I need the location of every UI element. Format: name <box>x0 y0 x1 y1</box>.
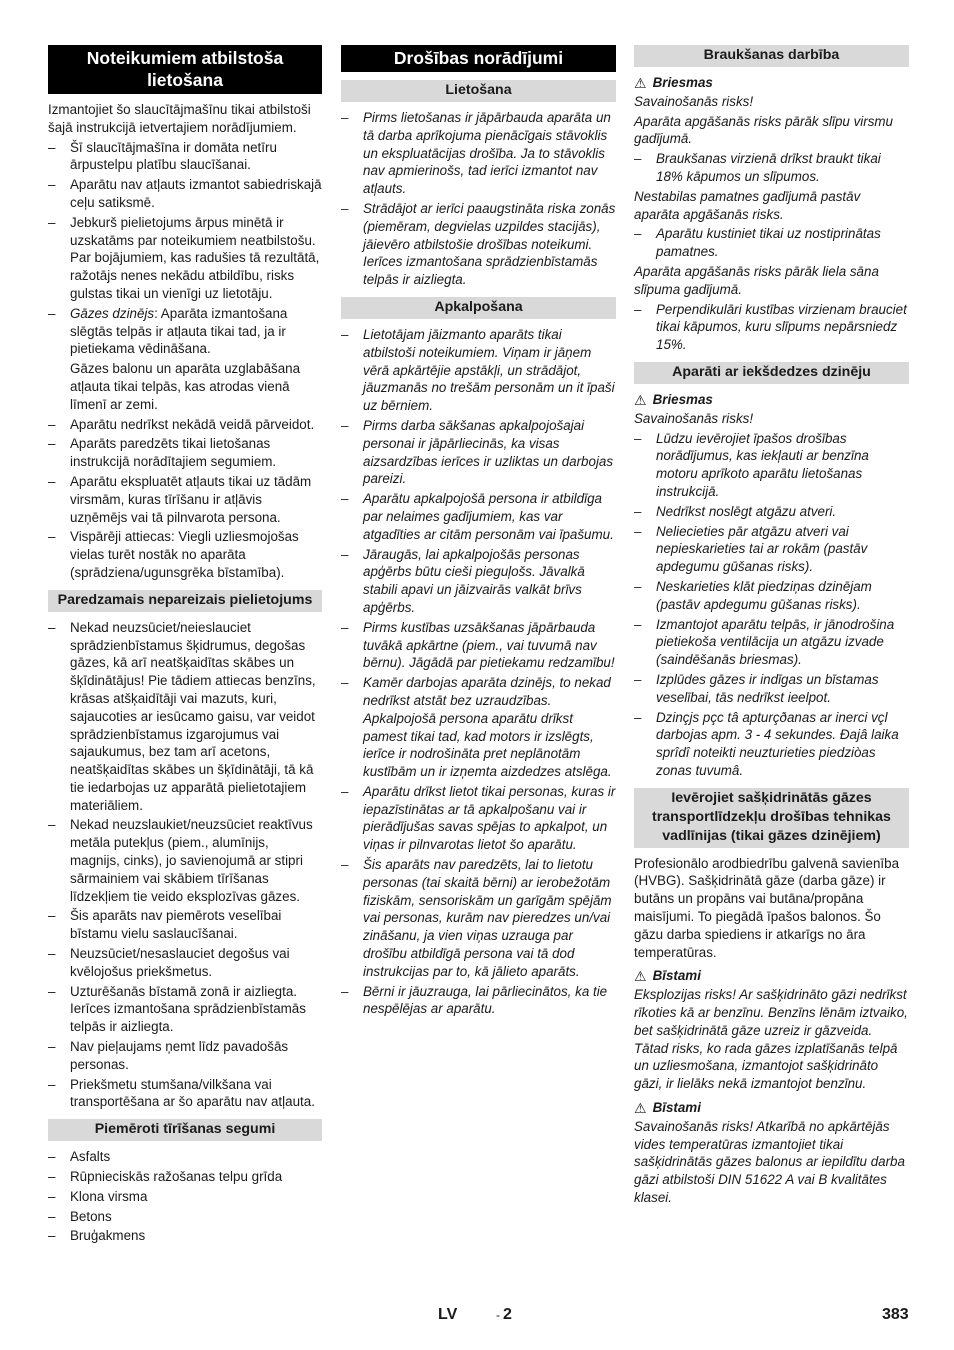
footer-dash: - <box>496 1308 500 1322</box>
list-item: – Aparātu ekspluatēt atļauts tikai uz tādām virsmām, kuras tīrīšanu ir atļāvis uzņēmējs vai tā pilnvarota persona. <box>48 473 322 526</box>
list-item: – Aparātu nedrīkst nekādā veidā pārveidot. <box>48 416 322 434</box>
list-item: – Aparātu nav atļauts izmantot sabiedriskajā ceļu satiksmē. <box>48 176 322 212</box>
footer-section-page <box>496 1306 512 1324</box>
danger-label: Bīstami <box>652 1100 701 1116</box>
list-item: – Priekšmetu stumšana/vilkšana vai transportēšana ar šo aparātu nav atļauta. <box>48 1076 322 1112</box>
use-list <box>341 109 616 289</box>
list-item: – Rūpnieciskās ražošanas telpu grīda <box>48 1168 322 1186</box>
danger-label: Bīstami <box>652 968 701 984</box>
intended-use-list <box>48 139 322 359</box>
warning-triangle-icon: ⚠ <box>634 391 647 408</box>
list-item: – Šis aparāts nav piemērots veselībai bīstamu vielu saslaucīšanai. <box>48 907 322 943</box>
list-item: – Izplūdes gāzes ir indīgas un bīstamas veselībai, tās nedrīkst ieelpot. <box>634 671 909 707</box>
operation-list <box>341 326 616 1018</box>
list-item: – Bērni ir jāuzrauga, lai pārliecinātos, ka tie nespēlējas ar aparātu. <box>341 983 616 1019</box>
list-item: – Vispārēji attiecas: Viegli uzliesmojošas vielas turēt nostāk no aparāta (sprādziena/ugunsgrēka bīstamība). <box>48 528 322 581</box>
warning-triangle-icon: ⚠ <box>634 74 647 91</box>
section-title-safety: Drošības norādījumi <box>341 45 616 72</box>
list-item: – Braukšanas virzienā drīkst braukt tikai 18% kāpumos un slīpumos. <box>634 150 909 186</box>
driving-list <box>634 301 909 354</box>
danger-heading <box>634 74 909 92</box>
section-title-use: Lietošana <box>341 80 616 102</box>
list-item-gas-engine <box>48 305 322 358</box>
list-item: – Aparātu kustiniet tikai uz nostiprinātas pamatnes. <box>634 225 909 261</box>
page-footer <box>0 1306 954 1328</box>
paragraph: Eksplozijas risks! Ar sašķidrināto gāzi nedrīkst rīkoties kā ar benzīnu. Benzīns lēnām iztvaiko, bet sašķidrinātā gāze uzreiz ir gāzveida. Tātad risks, ko rada gāzes izplatīšanās telpā un uzliesmošana, izmantojot sašķidrināto gāzi, ir lielāks nekā izmantojot benzīnu. <box>634 987 908 1092</box>
list-item: – Neuzsūciet/nesaslauciet degošus vai kvēlojošus priekšmetus. <box>48 945 322 981</box>
gas-engine-text: : Aparāta izmantošana slēgtās telpās ir atļauta tikai tad, ja ir pietiekama vēdināšana. <box>70 305 288 357</box>
list-item: – Jebkurš pielietojums ārpus minētā ir uzskatāms par noteikumiem neatbilstošu. Par bojājumiem, kas radušies tā rezultātā, ražotājs nenes nekādu atbildību, risks gulstas tikai un vienīgi uz lietotāju. <box>48 214 322 303</box>
paragraph: Aparāta apgāšanās risks pārāk liela sāna slīpuma gadījumā. <box>634 263 879 297</box>
list-item: – Pirms darba sākšanas apkalpojošajai personai ir jāpārliecinās, ka visas aizsardzības ierīces ir uzliktas un darbojas pareizi. <box>341 417 616 488</box>
footer-manual-page-number: 383 <box>882 1306 909 1323</box>
list-item: – Klona virsma <box>48 1188 322 1206</box>
list-item: – Aparātu apkalpojošā persona ir atbildīga par nelaimes gadījumiem, kas var atgadīties ar citām personām vai īpašumu. <box>341 490 616 543</box>
list-item: – Kamēr darbojas aparāta dzinējs, to nekad nedrīkst atstāt bez uzraudzības. Apkalpojošā persona aparātu drīkst pamest tikai tad, kad motors ir izslēgts, ierīce ir nodrošināta pret neplānotām kustībām un ir izņemta aizdedzes atslēga. <box>341 674 616 781</box>
list-item: – Dzinçjs pçc tâ apturçðanas ar inerci vçl darbojas apm. 3 - 4 sekundes. Ðajâ laika sprîdî noteikti neuzturieties piedziòas zonas tuvumâ. <box>634 709 909 780</box>
misuse-list <box>48 619 322 1112</box>
list-item: – Nekad neuzslaukiet/neuzsūciet reaktīvus metāla putekļus (piem., alumīnijs, magnijs, cinks), jo savienojumā ar stipri sārmainiem vai skābiem tīrīšanas līdzekļiem tie veido eksplozīvas gāzes. <box>48 816 322 905</box>
paragraph: Savainošanās risks! <box>634 93 754 109</box>
list-item: – Pirms lietošanas ir jāpārbauda aparāta un tā darba aprīkojuma pienācīgais stāvoklis un ekspluatācijas drošība. Ja to stāvoklis nav apmierinošs, tad ierīci izmantot nav atļauts. <box>341 109 616 198</box>
list-item: – Betons <box>48 1208 322 1226</box>
warning-triangle-icon: ⚠ <box>634 1099 647 1116</box>
footer-page-number: 2 <box>503 1306 512 1323</box>
list-item: – Jāraugās, lai apkalpojošās personas apģērbs būtu cieši pieguļošs. Jāvalkā stabili apavi un jāizvairās valkāt brīvs apģērbs. <box>341 546 616 617</box>
list-item: – Lietotājam jāizmanto aparāts tikai atbilstoši noteikumiem. Viņam ir jāņem vērā apkārtējie apstākļi, un strādājot, jāuzmanās no trešām personām un it īpaši uz bērniem. <box>341 326 616 415</box>
list-item: – Aparāts paredzēts tikai lietošanas instrukcijā norādītajiem segumiem. <box>48 435 322 471</box>
paragraph: Savainošanās risks! <box>634 410 754 426</box>
list-item: – Izmantojot aparātu telpās, ir jānodrošina pietiekoša ventilācija un atgāzu izvade (saindēšanās briesmas). <box>634 616 909 669</box>
warning-triangle-icon: ⚠ <box>634 968 647 985</box>
intro-paragraph: Izmantojiet šo slaucītājmašīnu tikai atbilstoši šajā instrukcijā ietvertajiem norādījumiem. <box>48 102 311 135</box>
section-title-operation: Apkalpošana <box>341 297 616 319</box>
engine-list <box>634 430 909 780</box>
list-item: – Nekad neuzsūciet/neieslauciet sprādzienbīstamus šķidrumus, degošas gāzes, kā arī neatšķaidītas skābes un šķīdinātājus! Pie tādiem attiecas benzīns, krāsas atšķaidītāji vai mazuts, kuri, sajaucoties ar iesūcamo gaisu, var veidot sprādzienbīstamus izgarojumus vai sajaukumus, bez tam arī acetons, neatšķaidītas skābes un šķīdinātāji, tā kā tie iedarbojas uz apparātā pielietotajiem materiāliem. <box>48 619 322 815</box>
danger-label: Briesmas <box>652 391 713 407</box>
list-item: – Aparātu drīkst lietot tikai personas, kuras ir iepazīstinātas ar tā apkalpošanu vai ir pierādījušas savas spējas to apkalpot, un viņas ir pilnvarotas lietot šo aparātu. <box>341 783 616 854</box>
list-item: – Lūdzu ievērojiet īpašos drošības norādījumus, kas iekļauti ar benzīna motoru aprīkoto aparātu lietošanas instrukcijā. <box>634 430 909 501</box>
list-item: – Pirms kustības uzsākšanas jāpārbauda tuvākā apkārtne (piem., vai tuvumā nav bērnu). Jāgādā par pietiekamu redzamību! <box>341 619 616 672</box>
paragraph: Aparāta apgāšanās risks pārāk slīpu virsmu gadījumā. <box>634 113 894 147</box>
section-title-driving: Braukšanas darbība <box>634 45 909 67</box>
surfaces-list <box>48 1148 322 1245</box>
list-item: – Nedrīkst noslēgt atgāzu atveri. <box>634 503 909 521</box>
column-3 <box>634 45 909 1209</box>
list-item: – Bruģakmens <box>48 1227 322 1245</box>
gas-storage-note: Gāzes balonu un aparāta uzglabāšana atļauta tikai telpās, kas atrodas vienā līmenī ar zemi. <box>70 361 301 412</box>
list-item: – Nav pieļaujams ņemt līdz pavadošās personas. <box>48 1038 322 1074</box>
footer-language: LV <box>438 1306 458 1323</box>
list-item: – Šī slaucītājmašīna ir domāta netīru ārpustelpu platību slaucīšanai. <box>48 139 322 175</box>
list-item: – Strādājot ar ierīci paaugstināta riska zonās (piemēram, degvielas uzpildes stacijās), jāievēro atbilstošie drošības noteikumi. Ierīces izmantošana sprādzienbīstamās telpās ir aizliegta. <box>341 200 616 289</box>
section-title-intended-use: Noteikumiem atbilstoša lietošana <box>48 45 322 94</box>
danger-heading <box>634 391 909 409</box>
paragraph: Profesionālo arodbiedrību galvenā savienība (HVBG). Sašķidrinātā gāze (darba gāze) ir butāns un propāns vai butāna/propāna maisījumi. To piegādā īpašos balonos. Šo gāzu darba spiediens ir atkarīgs no āra temperatūras. <box>634 855 900 960</box>
danger-label: Briesmas <box>652 75 713 90</box>
danger-heading <box>634 967 909 985</box>
column-2 <box>341 45 616 1020</box>
driving-list <box>634 225 909 261</box>
paragraph: Nestabilas pamatnes gadījumā pastāv aparāta apgāšanās risks. <box>634 188 861 222</box>
danger-heading <box>634 1099 909 1117</box>
section-title-lpg: Ievērojiet sašķidrinātās gāzes transportlīdzekļu drošības tehnikas vadlīnijas (tikai gāzes dzinējiem) <box>634 788 909 848</box>
section-title-engine: Aparāti ar iekšdedzes dzinēju <box>634 362 909 384</box>
column-1 <box>48 45 322 1247</box>
list-item: – Asfalts <box>48 1148 322 1166</box>
list-item: – Perpendikulāri kustības virzienam brauciet tikai kāpumos, kuru slīpums nepārsniedz 15%. <box>634 301 909 354</box>
gas-engine-term: Gāzes dzinējs <box>70 305 155 321</box>
list-item: – Uzturēšanās bīstamā zonā ir aizliegta. Ierīces izmantošana sprādzienbīstamās telpās ir aizliegta. <box>48 983 322 1036</box>
driving-list <box>634 150 909 186</box>
list-item: – Neliecieties pār atgāzu atveri vai nepieskarieties tai ar rokām (pastāv apdegumu gūšanas risks). <box>634 523 909 576</box>
list-item: – Šis aparāts nav paredzēts, lai to lietotu personas (tai skaitā bērni) ar ierobežotām fiziskām, sensoriskām un garīgām spējām vai personas, kurām nav pieredzes un/vai zināšanu, ja vien viņas uzrauga par drošību atbildīgā persona vai tā dod instrukcijas par to, kā jālieto aparāts. <box>341 856 616 981</box>
paragraph: Savainošanās risks! Atkarībā no apkārtējās vides temperatūras izmantojiet tikai sašķidrinātās gāzes balonus ar iepildītu darba gāzi atbilstoši DIN 51622 A vai B kvalitātes klasei. <box>634 1118 905 1206</box>
section-title-misuse: Paredzamais nepareizais pielietojums <box>48 590 322 612</box>
intended-use-list-2 <box>48 416 322 582</box>
section-title-surfaces: Piemēroti tīrīšanas segumi <box>48 1119 322 1141</box>
list-item: – Neskarieties klāt piedziņas dzinējam (pastāv apdegumu gūšanas risks). <box>634 578 909 614</box>
